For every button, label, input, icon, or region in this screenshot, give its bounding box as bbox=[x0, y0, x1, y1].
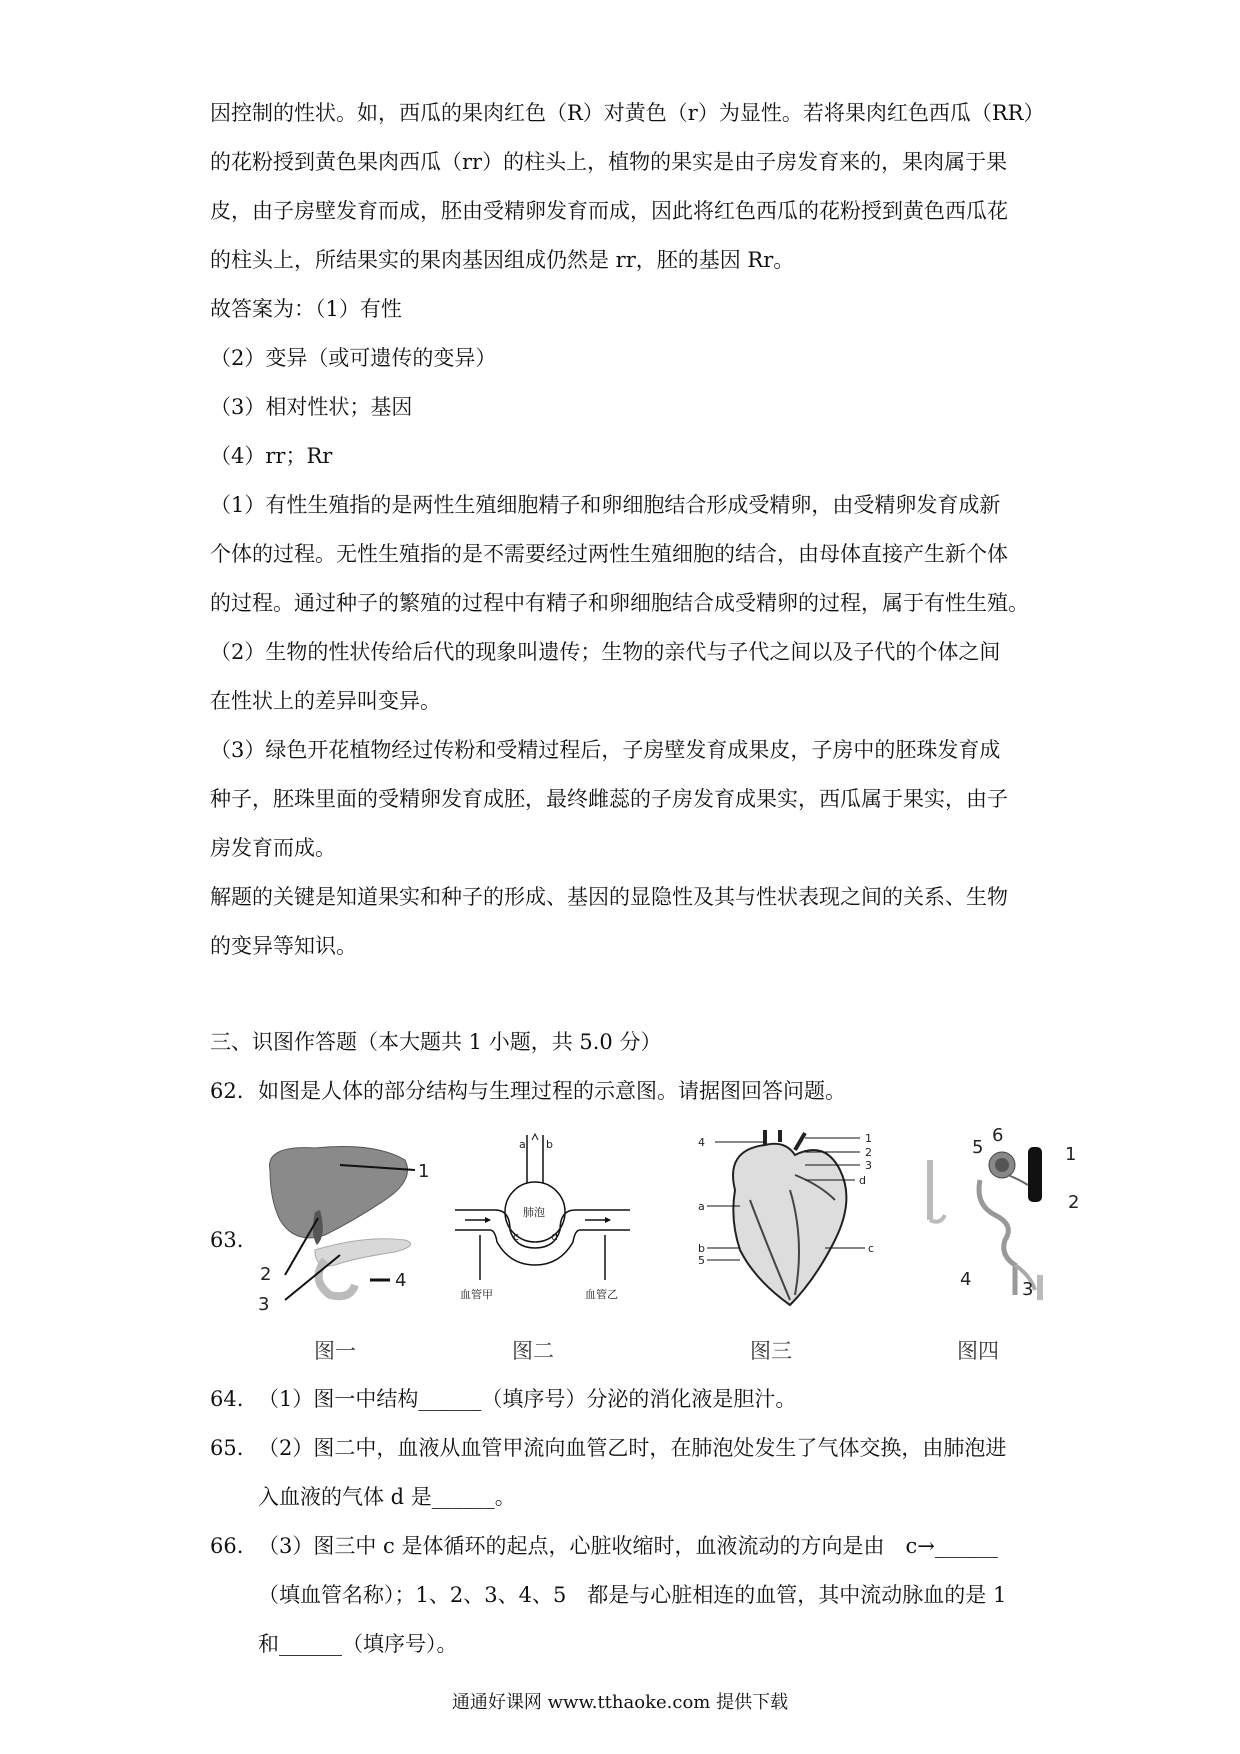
paragraph-line: 的柱头上，所结果实的果肉基因组成仍然是 rr，胚的基因 Rr。 bbox=[210, 248, 795, 272]
fig4-label-5: 5 bbox=[972, 1137, 984, 1158]
fig1-label-3: 3 bbox=[258, 1294, 270, 1315]
question-text: 如图是人体的部分结构与生理过程的示意图。请据图回答问题。 bbox=[258, 1079, 846, 1103]
paragraph-line: 种子，胚珠里面的受精卵发育成胚，最终雌蕊的子房发育成果实，西瓜属于果实，由子 bbox=[210, 787, 1008, 811]
paragraph-line: 皮，由子房壁发育而成，胚由受精卵发育而成，因此将红色西瓜的花粉授到黄色西瓜花 bbox=[210, 199, 1008, 223]
question-text: （1）图一中结构______（填序号）分泌的消化液是胆汁。 bbox=[258, 1387, 797, 1411]
question-text: 和______（填序号）。 bbox=[258, 1632, 458, 1656]
paragraph-line: （3）绿色开花植物经过传粉和受精过程后，子房壁发育成果皮，子房中的胚珠发育成 bbox=[210, 738, 1001, 762]
paragraph-line: （2）生物的性状传给后代的现象叫遗传；生物的亲代与子代之间以及子代的个体之间 bbox=[210, 640, 1001, 664]
paragraph-line: （1）有性生殖指的是两性生殖细胞精子和卵细胞结合形成受精卵，由受精卵发育成新 bbox=[210, 493, 1001, 517]
paragraph-line: （3）相对性状；基因 bbox=[210, 395, 413, 419]
figure-1-liver bbox=[255, 1140, 435, 1315]
fig4-label-2: 2 bbox=[1068, 1192, 1080, 1213]
fig2-label-a: a bbox=[519, 1138, 526, 1151]
fig2-label-vessel-a: 血管甲 bbox=[460, 1288, 493, 1301]
figure-2-alveolus bbox=[455, 1130, 635, 1310]
figure-caption-3: 图三 bbox=[750, 1339, 792, 1363]
fig1-label-2: 2 bbox=[260, 1264, 272, 1285]
fig4-label-4: 4 bbox=[960, 1269, 972, 1290]
paragraph-line: 在性状上的差异叫变异。 bbox=[210, 689, 441, 713]
fig3-label-5: 5 bbox=[698, 1254, 705, 1267]
paragraph-line: 因控制的性状。如，西瓜的果肉红色（R）对黄色（r）为显性。若将果肉红色西瓜（RR） bbox=[210, 101, 1045, 125]
fig2-label-c: c bbox=[513, 1230, 520, 1243]
paragraph-line: 的花粉授到黄色果肉西瓜（rr）的柱头上，植物的果实是由子房发育来的，果肉属于果 bbox=[210, 150, 1008, 174]
liver-shape bbox=[270, 1147, 408, 1238]
fig3-label-4: 4 bbox=[698, 1136, 705, 1149]
section-heading: 三、识图作答题（本大题共 1 小题，共 5.0 分） bbox=[210, 1030, 662, 1054]
question-number: 63. bbox=[210, 1228, 244, 1252]
fig2-label-d: d bbox=[551, 1230, 558, 1243]
heart-shape bbox=[733, 1144, 846, 1305]
question-number: 66. bbox=[210, 1534, 244, 1558]
paragraph-line: 个体的过程。无性生殖指的是不需要经过两性生殖细胞的结合，由母体直接产生新个体 bbox=[210, 542, 1008, 566]
figure-4-nephron bbox=[920, 1125, 1095, 1310]
fig4-label-1: 1 bbox=[1065, 1144, 1077, 1165]
paragraph-line: 的过程。通过种子的繁殖的过程中有精子和卵细胞结合成受精卵的过程，属于有性生殖。 bbox=[210, 591, 1029, 615]
paragraph-line: 的变异等知识。 bbox=[210, 934, 357, 958]
question-text: （填血管名称）；1、2、3、4、5 都是与心脏相连的血管，其中流动脉血的是 1 bbox=[258, 1583, 1007, 1607]
duodenum-shape bbox=[319, 1260, 355, 1296]
fig3-label-3: 3 bbox=[865, 1159, 872, 1172]
fig1-label-1: 1 bbox=[418, 1161, 430, 1182]
paragraph-line: 故答案为：（1）有性 bbox=[210, 297, 402, 321]
fig3-label-1: 1 bbox=[865, 1132, 872, 1145]
fig3-label-2: 2 bbox=[865, 1146, 872, 1159]
question-text: （2）图二中，血液从血管甲流向血管乙时，在肺泡处发生了气体交换，由肺泡进 bbox=[258, 1436, 1007, 1460]
question-number: 62. bbox=[210, 1079, 244, 1103]
fig3-label-b: b bbox=[698, 1242, 705, 1255]
figure-caption-1: 图一 bbox=[314, 1339, 356, 1363]
figure-caption-4: 图四 bbox=[957, 1339, 999, 1363]
paragraph-line: 房发育而成。 bbox=[210, 836, 336, 860]
fig2-label-vessel-b: 血管乙 bbox=[585, 1288, 618, 1301]
figure-3-heart bbox=[695, 1130, 880, 1315]
fig2-label-b: b bbox=[546, 1138, 553, 1151]
question-number: 65. bbox=[210, 1436, 244, 1460]
fig3-label-c: c bbox=[868, 1242, 875, 1255]
fig4-label-6: 6 bbox=[992, 1125, 1004, 1146]
fig3-label-a: a bbox=[698, 1200, 705, 1213]
question-text: 入血液的气体 d 是______。 bbox=[258, 1485, 516, 1509]
fig1-label-4: 4 bbox=[395, 1270, 407, 1291]
paragraph-line: 解题的关键是知道果实和种子的形成、基因的显隐性及其与性状表现之间的关系、生物 bbox=[210, 885, 1008, 909]
paragraph-line: （4）rr；Rr bbox=[210, 444, 333, 468]
paragraph-line: （2）变异（或可遗传的变异） bbox=[210, 346, 497, 370]
pancreas-shape bbox=[315, 1239, 411, 1266]
page-footer: 通通好课网 www.tthaoke.com 提供下载 bbox=[451, 1692, 789, 1713]
fig3-label-d: d bbox=[859, 1174, 866, 1187]
question-text: （3）图三中 c 是体循环的起点，心脏收缩时，血液流动的方向是由 c→______ bbox=[258, 1534, 998, 1558]
figure-caption-2: 图二 bbox=[512, 1339, 554, 1363]
fig2-label-alveolus: 肺泡 bbox=[523, 1206, 545, 1219]
question-number: 64. bbox=[210, 1387, 244, 1411]
fig4-label-3: 3 bbox=[1022, 1279, 1034, 1300]
